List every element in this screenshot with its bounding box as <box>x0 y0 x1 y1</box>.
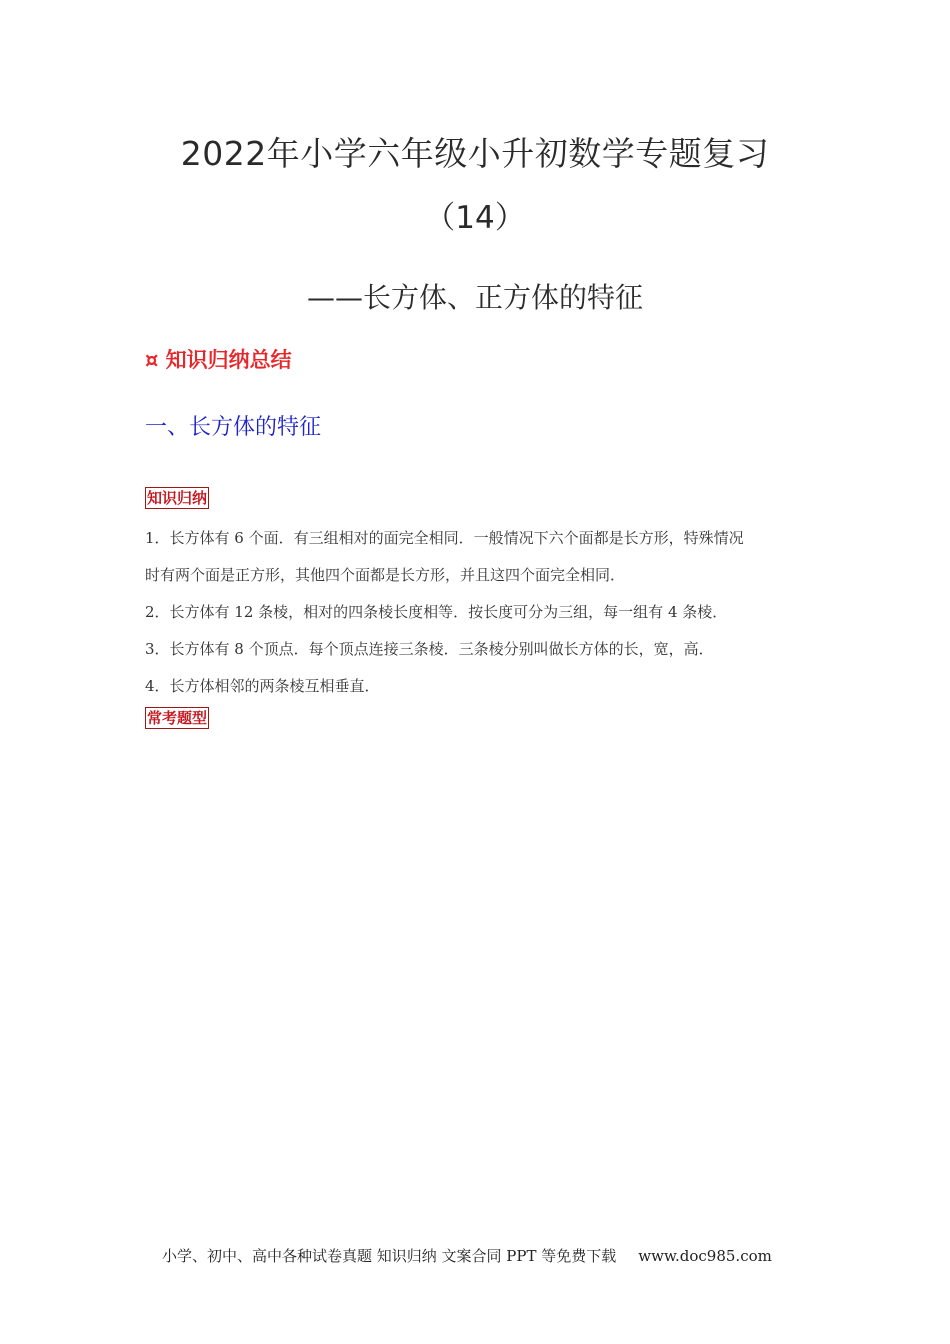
knowledge-point-3 <box>145 631 810 668</box>
document-title: 2022年小学六年级小升初数学专题复习 <box>180 134 770 173</box>
summary-heading: ¤ 知识归纳总结 <box>145 348 292 372</box>
knowledge-point-text: 3．长方体有 8 个顶点．每个顶点连接三条棱．三条棱分别叫做长方体的长，宽，高． <box>145 640 714 658</box>
knowledge-tag: 知识归纳 <box>147 489 208 507</box>
knowledge-point-1 <box>145 520 810 594</box>
knowledge-point-text: 4．长方体相邻的两条棱互相垂直． <box>145 677 380 695</box>
document-subtitle: ——长方体、正方体的特征 <box>306 281 643 314</box>
knowledge-points-list <box>145 520 810 705</box>
knowledge-point-text-continued: 时有两个面是正方形，其他四个面都是长方形，并且这四个面完全相同． <box>145 566 626 584</box>
knowledge-point-text: 2．长方体有 12 条棱，相对的四条棱长度相等．按长度可分为三组，每一组有 4 条棱． <box>145 603 728 621</box>
footer-text: 小学、初中、高中各种试卷真题 知识归纳 文案合同 PPT 等免费下载 <box>162 1247 617 1265</box>
document-title-number: （14） <box>424 200 526 236</box>
knowledge-point-4 <box>145 668 810 705</box>
knowledge-point-2 <box>145 594 810 631</box>
exam-types-tag: 常考题型 <box>147 709 208 727</box>
section-heading: 一、长方体的特征 <box>145 415 322 440</box>
footer-site-link[interactable]: www.doc985.com <box>638 1247 772 1265</box>
knowledge-point-text: 1．长方体有 6 个面．有三组相对的面完全相同．一般情况下六个面都是长方形，特殊情况 <box>145 529 744 547</box>
page-footer <box>162 1245 772 1266</box>
